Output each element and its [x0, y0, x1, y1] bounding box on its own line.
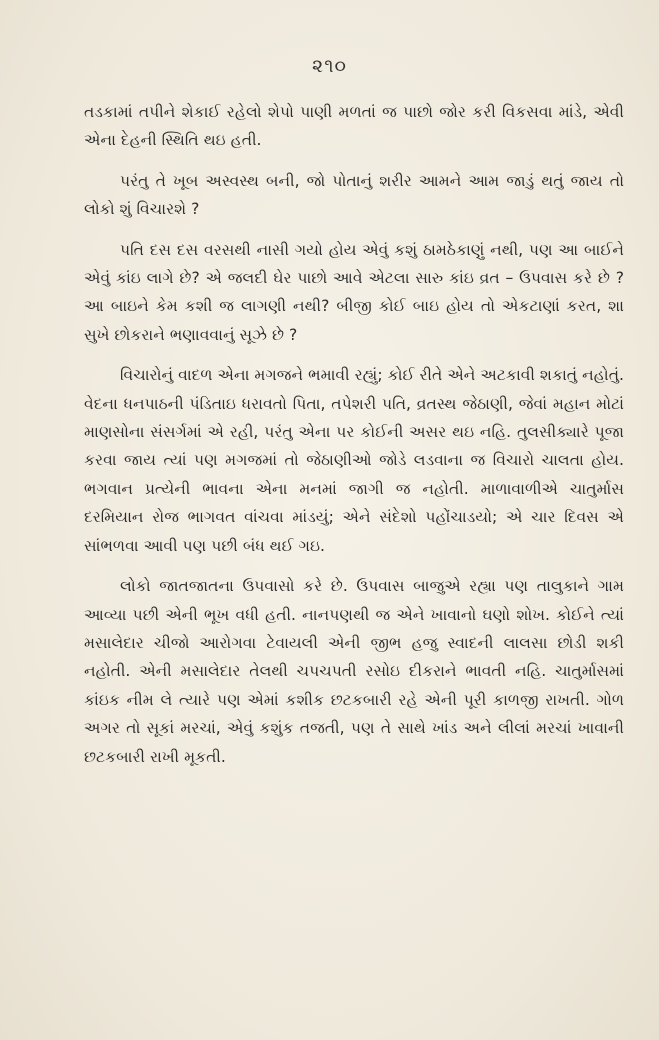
paragraph-3: પતિ દસ દસ વરસથી નાસી ગયો હોય એવું કશું ઠામઠેકાણું નથી, પણ આ બાઈને એવું કાંઇ લાગે છે? એ જલદી ઘેર પાછો આવે એટલા સારુ કાંઇ વ્રત – ઉપવાસ કરે છે ? આ બાઇને કેમ કશી જ લાગણી નથી? બીજી કોઈ બાઇ હોય તો એકટાણાં કરત, શા સુખે છોકરાને ભણાવવાનું સૂઝે છે ?: [84, 240, 624, 344]
paragraph-1: તડકામાં તપીને શેકાઈ રહેલો શેપો પાણી મળતાં જ પાછો જોર કરી વિકસવા માંડે, એવી એના દેહની સ્થિતિ થઇ હતી.: [84, 103, 624, 150]
paragraph-2: પરંતુ તે ખૂબ અસ્વસ્થ બની, જો પોતાનું શરીર આમને આમ જાડું થતું જાય તો લોકો શું વિચારશે ?: [84, 171, 624, 219]
paragraph-4: વિચારોનું વાદળ એના મગજને ભમાવી રહ્યું; કોઈ રીતે એને અટકાવી શકાતું નહોતું. વેદના ધનપાઠની પંડિતાઇ ધરાવતો પિતા, તપેશરી પતિ, વ્રતસ્થ જેઠાણી, જેવાં મહાન મોટાં માણસોના સંસર્ગમાં એ રહી, પરંતુ એના પર કોઈની અસર થઇ નહિ. તુલસીક્યારે પૂજા કરવા જાય ત્યાં પણ મગજમાં તો જેઠાણીઓ જોડે લડવાના જ વિચારો ચાલતા હોય. ભગવાન પ્રત્યેની ભાવના એના મનમાં જાગી જ નહોતી. માળાવાળીએ ચાતુર્માસ દરમિયાન રોજ ભાગવત વાંચવા માંડયું; એને સંદેશો પહોંચાડયો; એ ચાર દિવસ એ સાંભળવા આવી પણ પછી બંધ થઈ ગઇ.: [84, 366, 624, 555]
page-body: [84, 98, 624, 781]
page-number: ૨૧૦: [312, 55, 347, 77]
paragraph-5: લોકો જાતજાતના ઉપવાસો કરે છે. ઉપવાસ બાજુએ રહ્યા પણ તાલુકાને ગામ આવ્યા પછી એની ભૂખ વધી હતી. નાનપણથી જ એને ખાવાનો ઘણો શોખ. કોઈને ત્યાં મસાલેદાર ચીજો આરોગવા ટેવાયલી એની જીભ હજુ સ્વાદની લાલસા છોડી શકી નહોતી. એની મસાલેદાર તેલથી ચપચપતી રસોઇ દીકરાને ભાવતી નહિ. ચાતુર્માસમાં કાંઇક નીમ લે ત્યારે પણ એમાં કશીક છટકબારી રહે એની પૂરી કાળજી રાખતી. ગોળ અગર તો સૂકાં મરચાં, એવું કશુંક તજતી, પણ તે સાથે ખાંડ અને લીલાં મરચાં ખાવાની છટકબારી રાખી મૂકતી.: [84, 577, 624, 766]
